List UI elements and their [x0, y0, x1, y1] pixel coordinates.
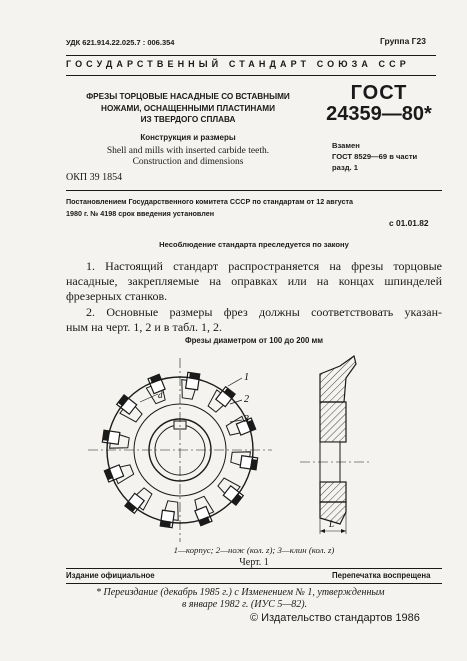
leader-line-1 [228, 378, 242, 386]
dimension-label-d: d [158, 390, 163, 400]
figure-legend: 1—корпус; 2—нож (кол. z); 3—клин (кол. z) [173, 545, 335, 555]
dimension-label-l: L [329, 519, 335, 529]
decree-line-2: 1980 г. № 4198 срок введения установлен [66, 209, 215, 218]
english-title-line-1: Shell and mills with inserted carbide teeth. [106, 146, 270, 156]
cutter-tooth [102, 430, 130, 450]
reprint-prohibited: Перепечатка воспрещена [332, 571, 431, 580]
cutter-tooth [160, 500, 180, 528]
part-label-2: 2 [244, 394, 249, 405]
reissue-line-1: * Переиздание (декабрь 1985 г.) с Изменением № 1, утвержденным [96, 587, 385, 598]
reissue-line-2: в январе 1982 г. (ИУС 5—82). [182, 599, 308, 610]
title-line-1: ФРЕЗЫ ТОРЦОВЫЕ НАСАДНЫЕ СО ВСТАВНЫМИ [86, 92, 290, 101]
cutter-tooth [230, 449, 258, 469]
paragraph-2-line-2: ным на черт. 1, 2 и в табл. 1, 2. [66, 320, 222, 334]
header-rule-bottom [66, 75, 436, 76]
effective-date: с 01.01.82 [389, 218, 429, 228]
cutter-tooth [114, 395, 145, 424]
paragraph-1-line-1: 1. Настоящий стандарт распространяется на фрезы торцовые [86, 259, 442, 273]
replaces-block [332, 140, 417, 173]
footer-rule-bottom [66, 583, 442, 584]
title-subtitle: Конструкция и размеры [140, 133, 236, 142]
figure-heading: Фрезы диаметром от 100 до 200 мм [184, 336, 324, 345]
standard-title [66, 91, 310, 126]
gost-number: 24359—80* [326, 103, 432, 125]
title-line-3: ИЗ ТВЕРДОГО СПЛАВА [140, 115, 236, 124]
section-blade-upper [320, 356, 356, 402]
figure-caption: Черт. 1 [239, 557, 269, 568]
english-title [66, 146, 310, 168]
reissue-note [96, 587, 442, 611]
gost-label: ГОСТ [350, 82, 408, 104]
legal-notice: Несоблюдение стандарта преследуется по закону [159, 240, 349, 249]
state-standard-banner: ГОСУДАРСТВЕННЫЙ СТАНДАРТ СОЮЗА ССР [66, 59, 410, 69]
dim-arrow-left [320, 529, 325, 533]
replaces-line-2: ГОСТ 8529—69 в части [332, 152, 418, 161]
section-body-lower [320, 482, 346, 502]
part-label-3: 3 [244, 414, 249, 425]
official-edition: Издание официальное [66, 571, 155, 580]
decree-rule [66, 190, 442, 191]
paragraph-1 [66, 259, 442, 304]
group-code: Группа Г23 [380, 36, 426, 46]
paragraph-2 [66, 305, 442, 335]
part-label-1: 1 [244, 372, 249, 383]
decree-text [66, 196, 442, 220]
copyright: © Издательство стандартов 1986 [250, 612, 420, 624]
cutter-tooth [206, 384, 235, 415]
paragraph-2-line-1: 2. Основные размеры фрез должны соответствовать указан- [86, 305, 442, 319]
footer-rule-top [66, 568, 442, 569]
section-body-upper [320, 402, 346, 442]
header-rule-top [66, 55, 436, 56]
cutter-front-view-drawing [80, 350, 280, 550]
decree-line-1: Постановлением Государственного комитета СССР по стандартам от 12 августа [66, 197, 354, 206]
udk-code: УДК 621.914.22.025.7 : 006.354 [66, 38, 175, 47]
cutter-tooth [215, 476, 246, 505]
title-line-2: НОЖАМИ, ОСНАЩЕННЫМИ ПЛАСТИНАМИ [101, 103, 275, 113]
cutter-tooth [125, 485, 154, 516]
cutter-side-section-drawing [296, 350, 376, 540]
okp-code: ОКП 39 1854 [66, 172, 123, 183]
dim-arrow-right [341, 529, 346, 533]
paragraph-1-line-3: фрезерных станков. [66, 289, 168, 303]
replaces-line-3: разд. 1 [332, 163, 358, 172]
replaces-line-1: Взамен [332, 141, 360, 150]
cutter-tooth [179, 372, 199, 400]
english-title-line-2: Construction and dimensions [132, 157, 244, 167]
paragraph-1-line-2: насадные, закрепляемые на оправках или на концах шпинделей [66, 274, 442, 288]
